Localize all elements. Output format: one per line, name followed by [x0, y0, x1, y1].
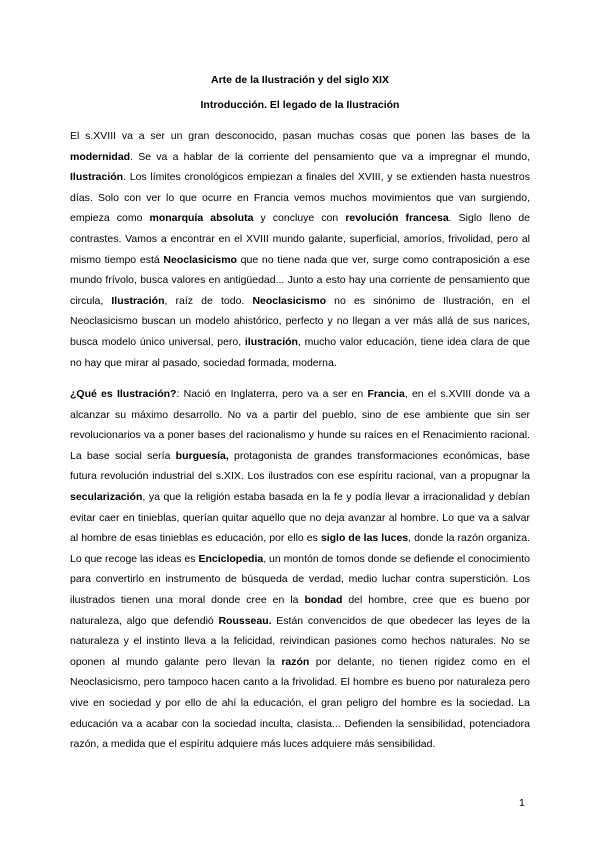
bold-term: ilustración — [244, 335, 298, 348]
bold-term: ¿Qué es Ilustración? — [70, 388, 177, 400]
text-run: no es sinónimo de Ilustración, en el Neoclasicismo buscan un modelo ahistórico, perfecto y no llegan a ver más allá de sus narices, busca modelo único universal, pero, — [70, 294, 530, 348]
text-run: , donde la razón organiza. Lo que recoge las ideas es — [70, 532, 530, 565]
bold-term: Rousseau. — [218, 614, 272, 627]
text-run: : Nació en Inglaterra, pero va a ser en — [176, 388, 368, 400]
text-run: Están convencidos de que obedecer las leyes de la naturaleza y el instinto lleva a la felicidad, reivindican pasiones como hechos naturales. No se oponen al mundo galante pero llevan la — [70, 614, 530, 668]
bold-term: Neoclasicismo — [163, 253, 237, 266]
text-run: , un montón de tomos donde se defiende el conocimiento para convertirlo en instrumento de búsqueda de verdad, medio luchar contra superstición. Los ilustrados tienen una moral donde cree en la — [70, 552, 530, 606]
bold-term: Enciclopedia — [198, 552, 264, 565]
text-run: del hombre, cree que es bueno por naturaleza, algo que defendió — [70, 593, 531, 627]
text-run: . Siglo lleno de contrastes. Vamos a encontrar en el XVIII mundo galante, superficial, amoríos, frivolidad, pero al mismo tiempo está — [70, 212, 530, 266]
bold-term: Ilustración — [111, 294, 165, 307]
paragraph-intro — [70, 126, 530, 373]
bold-term: modernidad — [70, 150, 131, 163]
text-run: por delante, no tienen rigidez como en el Neoclasicismo, pero tampoco hacen canto a la frivolidad. El hombre es bueno por naturaleza pero vive en sociedad y por ello de ahí la educación, el gran peligro del hombre es la sociedad. La educación va a acabar con la sociedad inculta, clasista... Defienden la sensibilidad, potenciadora razón, a medida que el espíritu adquiere más luces adquiere más sensibilidad. — [70, 655, 530, 751]
bold-term: siglo de las luces — [320, 532, 409, 545]
bold-term: secularización — [70, 490, 143, 503]
bold-term: Ilustración — [70, 171, 124, 184]
text-run: , en el s.XVIII donde va a alcanzar su máximo desarrollo. No va a partir del pueblo, sino de ese ambiente que sin ser revolucionarios va a poner bases del racionalismo y hunde su raíces en el Renacimiento racional. La base social sería — [70, 388, 531, 462]
document-title: Arte de la Ilustración y del siglo XIX — [211, 74, 389, 86]
bold-term: Francia — [367, 388, 405, 400]
page-number: 1 — [519, 797, 525, 809]
text-run: . Se va a hablar de la corriente del pensamiento que va a impregnar el mundo, — [130, 150, 530, 163]
text-run: , mucho valor educación, tiene idea clara de que no hay que mirar al pasado, sociedad formada, moderna. — [70, 335, 530, 369]
text-run: , raíz de todo. — [164, 294, 253, 307]
bold-term: burguesía, — [175, 449, 229, 462]
text-run: que no tiene nada que ver, surge como contraposición a ese mundo frívolo, busca valores en antigüedad... Junto a esto hay una corriente de pensamiento que circula, — [70, 253, 530, 307]
bold-term: monarquía absoluta — [149, 212, 254, 225]
text-run: protagonista de grandes transformaciones económicas, base futura revolución industrial del s.XIX. Los ilustrados con ese espíritu racional, van a propugnar la — [70, 449, 530, 483]
text-run: El s.XVIII va a ser un gran desconocido, pasan muchas cosas que ponen las bases de la — [70, 130, 530, 142]
paragraph-que-es-ilustracion — [70, 384, 530, 755]
text-run: . Los límites cronológicos empiezan a finales del XVIII, y se extienden hasta nuestros días. Solo con ver lo que ocurre en Francia vemos muchos movimientos que van surgiendo, empieza como — [70, 171, 530, 225]
text-run: , ya que la religión estaba basada en la fe y podía llevar a irracionalidad y debían evitar caer en tinieblas, querían quitar aquello que no deja avanzar al hombre. Lo que va a salvar al hombre de esas tinieblas es educación, por ello es — [70, 490, 530, 545]
section-title: Introducción. El legado de la Ilustración — [200, 99, 400, 111]
text-run: y concluye con — [253, 212, 346, 225]
bold-term: bondad — [304, 593, 343, 606]
bold-term: razón — [281, 655, 310, 668]
bold-term: Neoclasicismo — [252, 294, 327, 307]
bold-term: revolución francesa — [345, 212, 449, 225]
